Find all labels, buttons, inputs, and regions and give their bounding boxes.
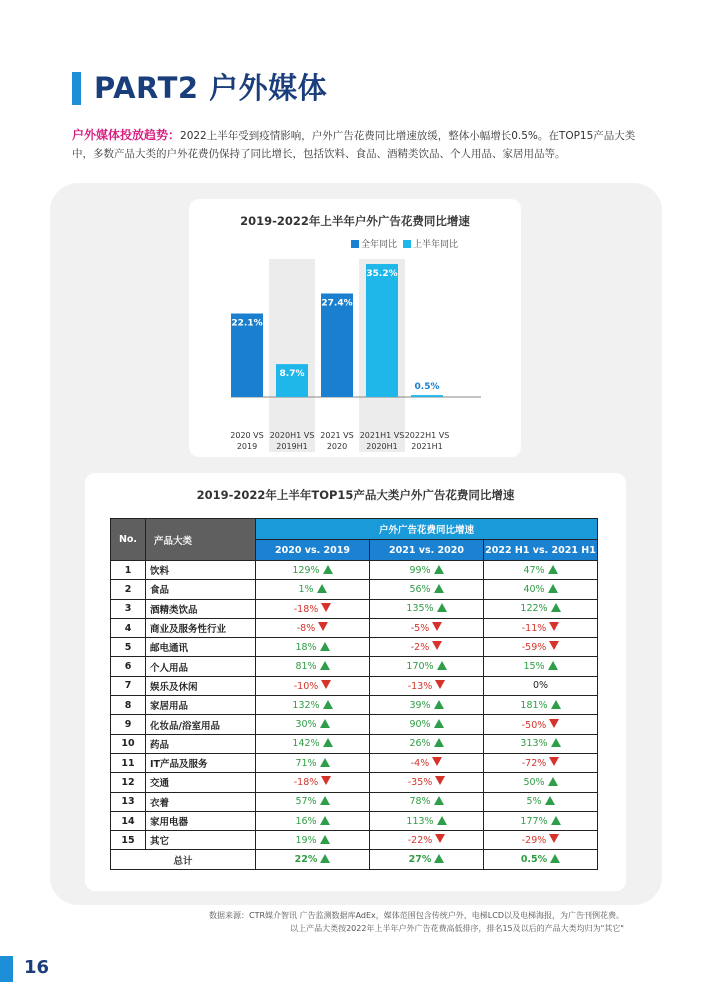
chart-bar [321,293,353,397]
arrow-up-icon [434,700,444,709]
intro-paragraph [72,126,647,163]
value-text: 40% [523,583,545,595]
row-category: 药品 [146,734,256,753]
arrow-up-icon [434,584,444,593]
value-text: 18% [295,641,317,653]
value-text: 39% [409,699,431,711]
row-category: 家用电器 [146,811,256,830]
intro-lead: 户外媒体投放趋势： [72,128,181,142]
arrow-up-icon [323,738,333,747]
value-text: 78% [409,796,431,808]
table-cell-value [256,792,370,811]
arrow-up-icon [550,854,560,863]
value-text: 313% [520,738,548,750]
value-text: 26% [409,738,431,750]
header-no: No. [111,519,146,561]
table-cell-value [256,831,370,850]
value-text: 135% [406,603,434,615]
header-col-2021: 2021 vs. 2020 [370,540,484,561]
value-text: 15% [523,661,545,673]
table-row [111,696,598,715]
data-label: 22.1% [231,318,263,329]
legend-label-full: 全年同比 [361,240,398,250]
value-text: 71% [295,757,317,769]
value-text: -5% [410,623,430,635]
table-cell-value [370,753,484,772]
table-cell-value [256,734,370,753]
row-category: 其它 [146,831,256,850]
value-text: -72% [521,758,547,770]
value-text: 181% [520,699,548,711]
table-row [111,676,598,695]
table-cell-value [256,580,370,599]
arrow-down-icon [432,757,442,766]
table-total-row [111,850,598,869]
value-text: -22% [407,835,433,847]
value-text: -35% [407,777,433,789]
header-group: 户外广告花费同比增速 [256,519,598,540]
table-card [85,473,626,891]
header-category: 产品大类 [146,519,256,561]
arrow-up-icon [437,816,447,825]
table-cell-value [484,599,598,618]
table-cell-value [484,811,598,830]
table-row [111,831,598,850]
table-cell-value [370,696,484,715]
table-row [111,599,598,618]
value-text: -29% [521,835,547,847]
value-text: 57% [295,796,317,808]
page-number-accent [0,956,13,982]
table-title: 2019-2022年上半年TOP15产品大类户外广告花费同比增速 [196,488,515,502]
total-label: 总计 [111,850,256,869]
row-number: 4 [111,618,146,637]
table-row [111,657,598,676]
value-text: -8% [296,623,316,635]
arrow-up-icon [320,816,330,825]
table-row [111,753,598,772]
header-col-2020: 2020 vs. 2019 [256,540,370,561]
arrow-up-icon [434,796,444,805]
table-cell-value [484,676,598,695]
arrow-down-icon [549,719,559,728]
table-row [111,734,598,753]
x-tick-label: 2019 [236,442,258,451]
value-text: 177% [520,815,548,827]
arrow-up-icon [548,584,558,593]
value-text: 30% [295,719,317,731]
value-text: -2% [410,642,430,654]
table-cell-value [256,715,370,734]
arrow-down-icon [549,641,559,650]
data-label: 8.7% [279,369,305,380]
table-cell-value [370,676,484,695]
arrow-up-icon [320,835,330,844]
row-number: 10 [111,734,146,753]
table-cell-value [370,792,484,811]
row-category: 家居用品 [146,696,256,715]
table-cell-value [256,850,370,869]
arrow-up-icon [320,758,330,767]
row-number: 12 [111,773,146,792]
table-cell-value [484,638,598,657]
arrow-down-icon [321,680,331,689]
x-tick-label: 2021H1 VS [359,431,405,440]
table-cell-value [484,561,598,580]
table-cell-value [370,715,484,734]
chart-bar [411,395,443,397]
arrow-down-icon [432,622,442,631]
table-cell-value [484,753,598,772]
x-tick-label: 2019H1 [276,442,308,451]
arrow-up-icon [551,738,561,747]
row-number: 5 [111,638,146,657]
arrow-up-icon [548,565,558,574]
row-number: 9 [111,715,146,734]
table-cell-value [370,599,484,618]
arrow-up-icon [548,661,558,670]
arrow-down-icon [321,776,331,785]
data-label: 0.5% [414,382,440,393]
arrow-up-icon [548,777,558,786]
arrow-up-icon [434,738,444,747]
value-text: 47% [523,564,545,576]
source-line-1: 数据来源：CTR媒介智讯 广告监测数据库AdEx，媒体范围包含传统户外、电梯LCD以及电梯海报，为广告刊例花费。 [209,911,624,920]
arrow-up-icon [434,854,444,863]
row-category: 衣着 [146,792,256,811]
row-number: 11 [111,753,146,772]
table-cell-value [484,580,598,599]
arrow-up-icon [551,700,561,709]
value-text: 142% [292,738,320,750]
value-text: 16% [295,815,317,827]
value-text: 122% [520,603,548,615]
value-text: 129% [292,564,320,576]
value-text: 0.5% [520,854,548,866]
value-text: -59% [521,642,547,654]
arrow-down-icon [321,603,331,612]
table-cell-value [256,773,370,792]
table-cell-value [484,850,598,869]
table-cell-value [370,850,484,869]
title-accent-bar [72,72,81,105]
row-number: 13 [111,792,146,811]
arrow-up-icon [545,796,555,805]
row-number: 7 [111,676,146,695]
row-number: 2 [111,580,146,599]
value-text: 81% [295,661,317,673]
value-text: 5% [526,796,542,808]
x-tick-label: 2022H1 VS [404,431,450,440]
arrow-up-icon [437,661,447,670]
table-cell-value [370,580,484,599]
arrow-up-icon [320,719,330,728]
row-category: 化妆品/浴室用品 [146,715,256,734]
table-cell-value [370,831,484,850]
row-number: 1 [111,561,146,580]
table-cell-value [370,638,484,657]
table-row [111,618,598,637]
value-text: -50% [521,719,547,731]
row-category: 饮料 [146,561,256,580]
value-text: -13% [407,680,433,692]
table-row [111,811,598,830]
arrow-down-icon [549,622,559,631]
legend-label-half: 上半年同比 [413,240,459,250]
arrow-up-icon [551,816,561,825]
data-label: 27.4% [321,298,353,309]
arrow-up-icon [551,603,561,612]
value-text: -10% [293,680,319,692]
table-row [111,715,598,734]
table-row [111,580,598,599]
arrow-down-icon [318,622,328,631]
page-title: PART2 户外媒体 [94,71,328,105]
row-category: 娱乐及休闲 [146,676,256,695]
table-cell-value [370,657,484,676]
half-year-band [269,259,315,452]
table-cell-value [484,715,598,734]
chart-card [189,199,521,457]
table-cell-value [370,811,484,830]
table-cell-value [370,773,484,792]
arrow-up-icon [320,796,330,805]
data-label: 35.2% [366,269,398,280]
row-category: 邮电通讯 [146,638,256,657]
value-text: 1% [298,583,314,595]
table-cell-value [370,561,484,580]
row-category: 交通 [146,773,256,792]
row-number: 8 [111,696,146,715]
value-text: 50% [523,776,545,788]
value-text: 0% [532,680,549,692]
arrow-up-icon [320,854,330,863]
table-cell-value [484,657,598,676]
table-cell-value [484,618,598,637]
value-text: -4% [410,758,430,770]
value-text: 113% [406,815,434,827]
growth-table [110,518,598,870]
value-text: 19% [295,834,317,846]
table-body [111,561,598,870]
table-cell-value [256,561,370,580]
row-category: 食品 [146,580,256,599]
table-cell-value [256,676,370,695]
x-tick-label: 2021 VS [320,431,354,440]
source-note [209,909,624,935]
row-number: 15 [111,831,146,850]
table-cell-value [256,599,370,618]
value-text: -11% [521,623,547,635]
arrow-down-icon [549,757,559,766]
arrow-up-icon [323,565,333,574]
x-tick-label: 2020 [326,442,348,451]
value-text: 22% [294,854,318,866]
row-number: 14 [111,811,146,830]
arrow-up-icon [323,700,333,709]
row-category: 商业及服务性行业 [146,618,256,637]
bar-chart [189,199,521,457]
table-cell-value [256,753,370,772]
table-cell-value [256,657,370,676]
arrow-up-icon [437,603,447,612]
value-text: -18% [293,777,319,789]
row-number: 6 [111,657,146,676]
row-category: 酒精类饮品 [146,599,256,618]
value-text: 27% [408,854,432,866]
chart-title: 2019-2022年上半年户外广告花费同比增速 [240,214,470,228]
arrow-down-icon [432,641,442,650]
arrow-up-icon [434,719,444,728]
chart-bar [366,264,398,397]
value-text: 99% [409,564,431,576]
table-cell-value [256,696,370,715]
arrow-down-icon [435,680,445,689]
table-cell-value [256,618,370,637]
arrow-up-icon [317,584,327,593]
value-text: 56% [409,583,431,595]
table-cell-value [484,831,598,850]
page-number: 16 [24,957,50,978]
source-line-2: 以上产品大类按2022年上半年户外广告花费高低排序，排名15及以后的产品大类均归为"其它" [290,924,624,933]
table-cell-value [484,696,598,715]
arrow-down-icon [549,834,559,843]
table-cell-value [256,811,370,830]
arrow-up-icon [320,661,330,670]
x-tick-label: 2020H1 [366,442,398,451]
table-cell-value [484,734,598,753]
table-cell-value [370,734,484,753]
header-col-2022h1: 2022 H1 vs. 2021 H1 [484,540,598,561]
value-text: -18% [293,603,319,615]
x-tick-label: 2020H1 VS [269,431,315,440]
arrow-up-icon [434,565,444,574]
intro-text: 2022上半年受到疫情影响，户外广告花费同比增速放缓，整体小幅增长0.5%。在TOP15产品大类中，多数产品大类的户外花费仍保持了同比增长，包括饮料、食品、酒精类饮品、个人用品、家居用品等。 [72,130,636,160]
x-tick-label: 2020 VS [230,431,264,440]
table-row [111,773,598,792]
value-text: 90% [409,719,431,731]
value-text: 170% [406,661,434,673]
table-row [111,561,598,580]
table-cell-value [370,618,484,637]
arrow-up-icon [320,642,330,651]
value-text: 132% [292,699,320,711]
table-cell-value [484,773,598,792]
arrow-down-icon [435,776,445,785]
arrow-down-icon [435,834,445,843]
table-cell-value [484,792,598,811]
row-number: 3 [111,599,146,618]
table-cell-value [256,638,370,657]
x-tick-label: 2021H1 [411,442,443,451]
row-category: 个人用品 [146,657,256,676]
table-row [111,792,598,811]
row-category: IT产品及服务 [146,753,256,772]
table-row [111,638,598,657]
